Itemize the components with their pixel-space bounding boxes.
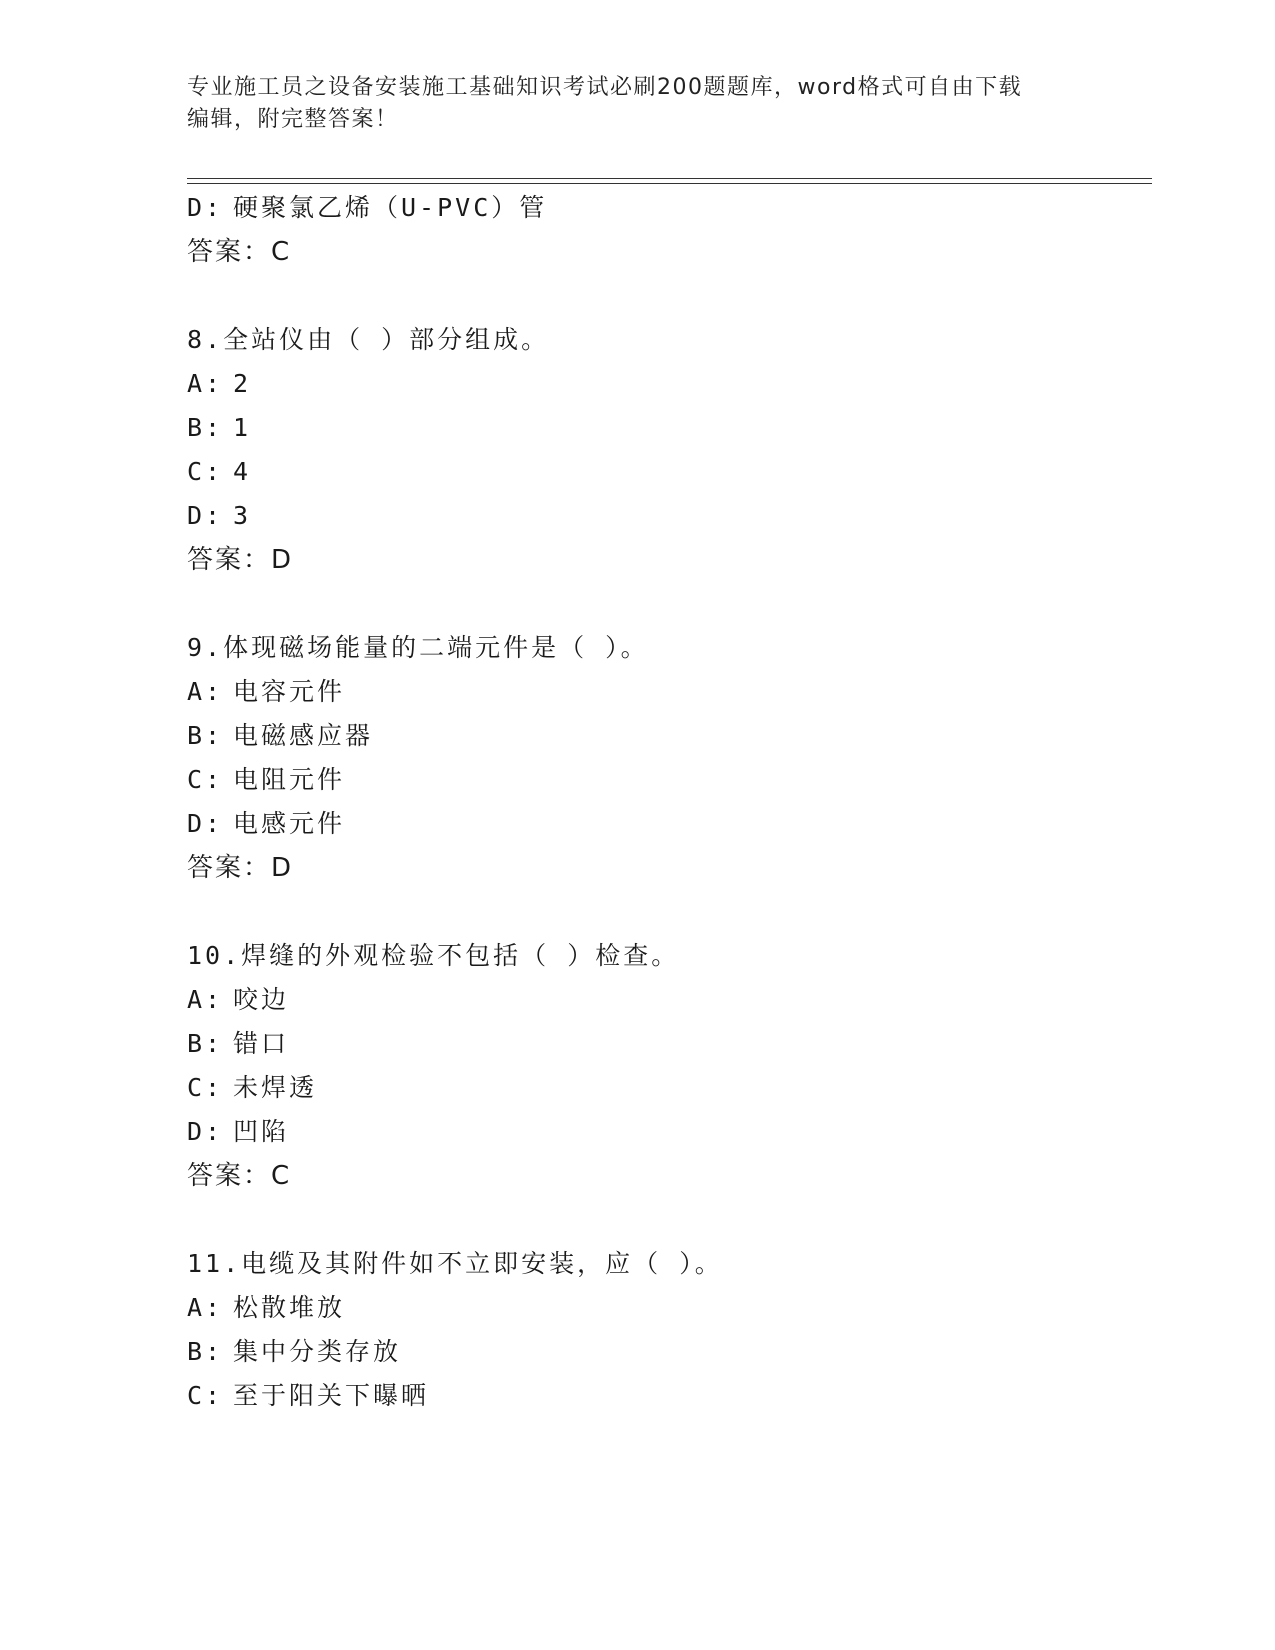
header-title-line-1: 专业施工员之设备安装施工基础知识考试必刷200题题库，word格式可自由下载 xyxy=(187,75,1023,100)
option-letter: C: xyxy=(187,765,224,794)
option-letter: D: xyxy=(187,1117,224,1146)
option-text: 3 xyxy=(233,501,252,530)
option-letter: B: xyxy=(187,1029,224,1058)
option-text: 至于阳关下曝晒 xyxy=(233,1381,430,1410)
option-letter: B: xyxy=(187,721,224,750)
option-letter: A: xyxy=(187,677,224,706)
option-text: 4 xyxy=(233,457,252,486)
option-text: 松散堆放 xyxy=(233,1293,346,1322)
question-8-answer: 答案：D xyxy=(187,545,294,575)
question-9-option-d xyxy=(187,808,345,840)
question-8-option-d xyxy=(187,500,251,532)
question-10-stem: 10.焊缝的外观检验不包括（ ）检查。 xyxy=(187,941,680,970)
question-10-option-a xyxy=(187,984,289,1016)
option-text: 电磁感应器 xyxy=(233,721,374,750)
question-11-option-c xyxy=(187,1380,429,1412)
question-11-stem: 11.电缆及其附件如不立即安装，应（ ）。 xyxy=(187,1249,723,1278)
option-letter: B: xyxy=(187,1337,224,1366)
option-text: 电感元件 xyxy=(233,809,346,838)
option-text: 错口 xyxy=(233,1029,290,1058)
option-text: 硬聚氯乙烯（U-PVC）管 xyxy=(233,193,548,222)
option-letter: D: xyxy=(187,501,224,530)
option-text: 2 xyxy=(233,369,252,398)
question-8-option-b xyxy=(187,412,251,444)
option-text: 电阻元件 xyxy=(233,765,346,794)
question-10-option-c xyxy=(187,1072,317,1104)
option-letter: A: xyxy=(187,1293,224,1322)
question-9-option-b xyxy=(187,720,373,752)
option-letter: A: xyxy=(187,369,224,398)
question-10-option-d xyxy=(187,1116,289,1148)
option-text: 咬边 xyxy=(233,985,290,1014)
question-11-option-a xyxy=(187,1292,345,1324)
option-letter: A: xyxy=(187,985,224,1014)
option-letter: D: xyxy=(187,193,224,222)
question-10-option-b xyxy=(187,1028,289,1060)
option-letter: C: xyxy=(187,1073,224,1102)
option-letter: B: xyxy=(187,413,224,442)
header-divider-bottom xyxy=(187,183,1152,184)
option-text: 凹陷 xyxy=(233,1117,290,1146)
question-8-option-a xyxy=(187,368,251,400)
question-11-option-b xyxy=(187,1336,401,1368)
option-text: 电容元件 xyxy=(233,677,346,706)
header-divider-top xyxy=(187,178,1152,179)
option-letter: C: xyxy=(187,1381,224,1410)
question-9-answer: 答案：D xyxy=(187,853,294,883)
question-8-option-c xyxy=(187,456,251,488)
question-10-answer: 答案：C xyxy=(187,1161,292,1191)
document-header xyxy=(187,72,1087,136)
option-letter: D: xyxy=(187,809,224,838)
question-7-answer: 答案：C xyxy=(187,237,292,267)
question-9-option-c xyxy=(187,764,345,796)
option-text: 集中分类存放 xyxy=(233,1337,402,1366)
option-text: 未焊透 xyxy=(233,1073,318,1102)
question-9-option-a xyxy=(187,676,345,708)
option-text: 1 xyxy=(233,413,252,442)
question-7-option-d xyxy=(187,192,547,224)
header-title-line-2: 编辑，附完整答案！ xyxy=(187,107,399,132)
question-9-stem: 9.体现磁场能量的二端元件是（ ）。 xyxy=(187,633,649,662)
question-8-stem: 8.全站仪由（ ）部分组成。 xyxy=(187,325,550,354)
option-letter: C: xyxy=(187,457,224,486)
